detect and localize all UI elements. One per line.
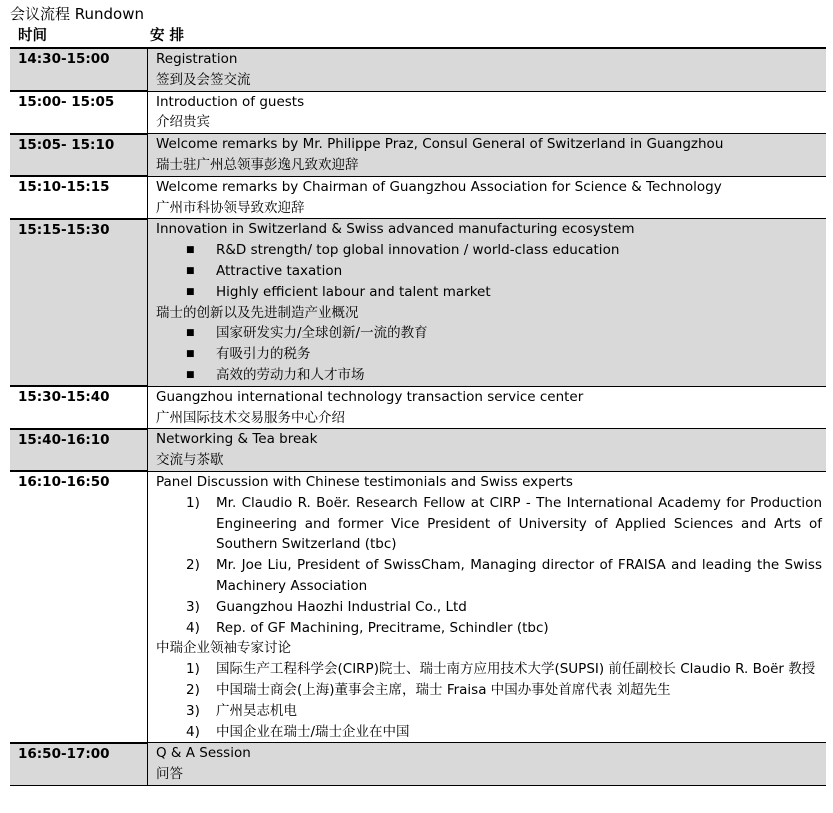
agenda-line: 中瑞企业领袖专家讨论 — [156, 640, 291, 657]
numbered-item — [156, 597, 822, 618]
agenda-cell — [148, 429, 827, 472]
bullet-item — [156, 282, 822, 303]
agenda-line: Networking & Tea break — [156, 431, 318, 448]
time-cell: 15:30-15:40 — [10, 386, 148, 429]
agenda-line: 问答 — [156, 766, 183, 783]
column-header-agenda: 安 排 — [150, 28, 185, 44]
agenda-line: 交流与茶歇 — [156, 452, 224, 469]
agenda-line: Welcome remarks by Chairman of Guangzhou Association for Science & Technology — [156, 178, 722, 195]
numbered-text: Mr. Joe Liu, President of SwissCham, Managing director of FRAISA and leading the Swiss Machinery Association — [216, 557, 822, 594]
agenda-line: Panel Discussion with Chinese testimonials and Swiss experts — [156, 473, 573, 490]
agenda-cell — [148, 176, 827, 219]
item-number: 3) — [186, 598, 200, 615]
numbered-text: Guangzhou Haozhi Industrial Co., Ltd — [216, 598, 467, 615]
item-number: 3) — [186, 702, 200, 719]
agenda-line: Innovation in Switzerland & Swiss advanced manufacturing ecosystem — [156, 221, 635, 238]
bullet-text: R&D strength/ top global innovation / world-class education — [216, 242, 620, 259]
bullet-text: 有吸引力的税务 — [216, 346, 311, 363]
agenda-line: Guangzhou international technology transaction service center — [156, 388, 584, 405]
table-row — [10, 743, 826, 786]
time-cell: 15:05- 15:10 — [10, 134, 148, 177]
time-cell: 16:10-16:50 — [10, 471, 148, 742]
agenda-cell — [148, 386, 827, 429]
table-row — [10, 91, 826, 134]
time-cell: 15:00- 15:05 — [10, 91, 148, 134]
bullet-item — [156, 261, 822, 282]
bullet-item — [156, 323, 822, 344]
item-number: 2) — [186, 681, 200, 698]
numbered-item — [156, 618, 822, 639]
agenda-cell — [148, 134, 827, 177]
square-bullet-icon: ■ — [186, 265, 195, 276]
item-number: 4) — [186, 723, 200, 740]
square-bullet-icon: ■ — [186, 286, 195, 297]
time-cell: 14:30-15:00 — [10, 48, 148, 91]
agenda-line: 广州市科协领导致欢迎辞 — [156, 199, 305, 216]
agenda-line: 介绍贵宾 — [156, 114, 210, 131]
numbered-text: 国际生产工程科学会(CIRP)院士、瑞士南方应用技术大学(SUPSI) 前任副校长 Claudio R. Boër 教授 — [216, 661, 816, 678]
numbered-text: Mr. Claudio R. Boër. Research Fellow at CIRP - The International Academy for Production Engineering and former Vice President of University of Applied Sciences and Arts of Southern Switzerland (tbc) — [216, 494, 822, 553]
numbered-item — [156, 659, 822, 680]
agenda-line: Welcome remarks by Mr. Philippe Praz, Consul General of Switzerland in Guangzhou — [156, 136, 724, 153]
square-bullet-icon: ■ — [186, 328, 195, 339]
page-title: 会议流程 Rundown — [10, 5, 145, 23]
square-bullet-icon: ■ — [186, 349, 195, 360]
bullet-text: Attractive taxation — [216, 262, 343, 279]
table-row — [10, 176, 826, 219]
time-cell: 15:40-16:10 — [10, 429, 148, 472]
bullet-item — [156, 240, 822, 261]
numbered-text: 广州昊志机电 — [216, 702, 297, 719]
time-cell: 16:50-17:00 — [10, 743, 148, 786]
bullet-text: Highly efficient labour and talent market — [216, 283, 491, 300]
numbered-text: 中国瑞士商会(上海)董事会主席，瑞士 Fraisa 中国办事处首席代表 刘超先生 — [216, 681, 671, 698]
table-row — [10, 386, 826, 429]
item-number: 1) — [186, 494, 200, 511]
bullet-item — [156, 344, 822, 365]
column-header-time: 时间 — [18, 28, 47, 44]
numbered-item — [156, 722, 822, 743]
agenda-line: 瑞士的创新以及先进制造产业概况 — [156, 304, 359, 321]
agenda-cell — [148, 471, 827, 742]
agenda-line: 签到及会签交流 — [156, 71, 251, 88]
agenda-line: Q & A Session — [156, 745, 251, 762]
table-row — [10, 219, 826, 386]
agenda-cell — [148, 219, 827, 386]
bullet-text: 高效的劳动力和人才市场 — [216, 366, 365, 383]
bullet-item — [156, 365, 822, 386]
numbered-item — [156, 680, 822, 701]
table-row — [10, 429, 826, 472]
table-row — [10, 471, 826, 742]
numbered-item — [156, 555, 822, 597]
time-cell: 15:15-15:30 — [10, 219, 148, 386]
item-number: 1) — [186, 661, 200, 678]
item-number: 4) — [186, 619, 200, 636]
table-row — [10, 134, 826, 177]
table-row — [10, 48, 826, 91]
square-bullet-icon: ■ — [186, 369, 195, 380]
square-bullet-icon: ■ — [186, 245, 195, 256]
numbered-text: 中国企业在瑞士/瑞士企业在中国 — [216, 723, 410, 740]
rundown-table-body — [10, 48, 826, 785]
agenda-line: Registration — [156, 51, 238, 67]
bullet-text: 国家研发实力/全球创新/一流的教育 — [216, 325, 428, 342]
item-number: 2) — [186, 557, 200, 574]
agenda-line: 瑞士驻广州总领事彭逸凡致欢迎辞 — [156, 156, 359, 173]
agenda-line: Introduction of guests — [156, 93, 305, 110]
agenda-cell — [148, 48, 827, 91]
numbered-item — [156, 493, 822, 555]
agenda-cell — [148, 743, 827, 786]
agenda-line: 广州国际技术交易服务中心介绍 — [156, 409, 345, 426]
time-cell: 15:10-15:15 — [10, 176, 148, 219]
numbered-item — [156, 701, 822, 722]
agenda-cell — [148, 91, 827, 134]
numbered-text: Rep. of GF Machining, Precitrame, Schindler (tbc) — [216, 619, 549, 636]
rundown-table — [10, 47, 826, 786]
